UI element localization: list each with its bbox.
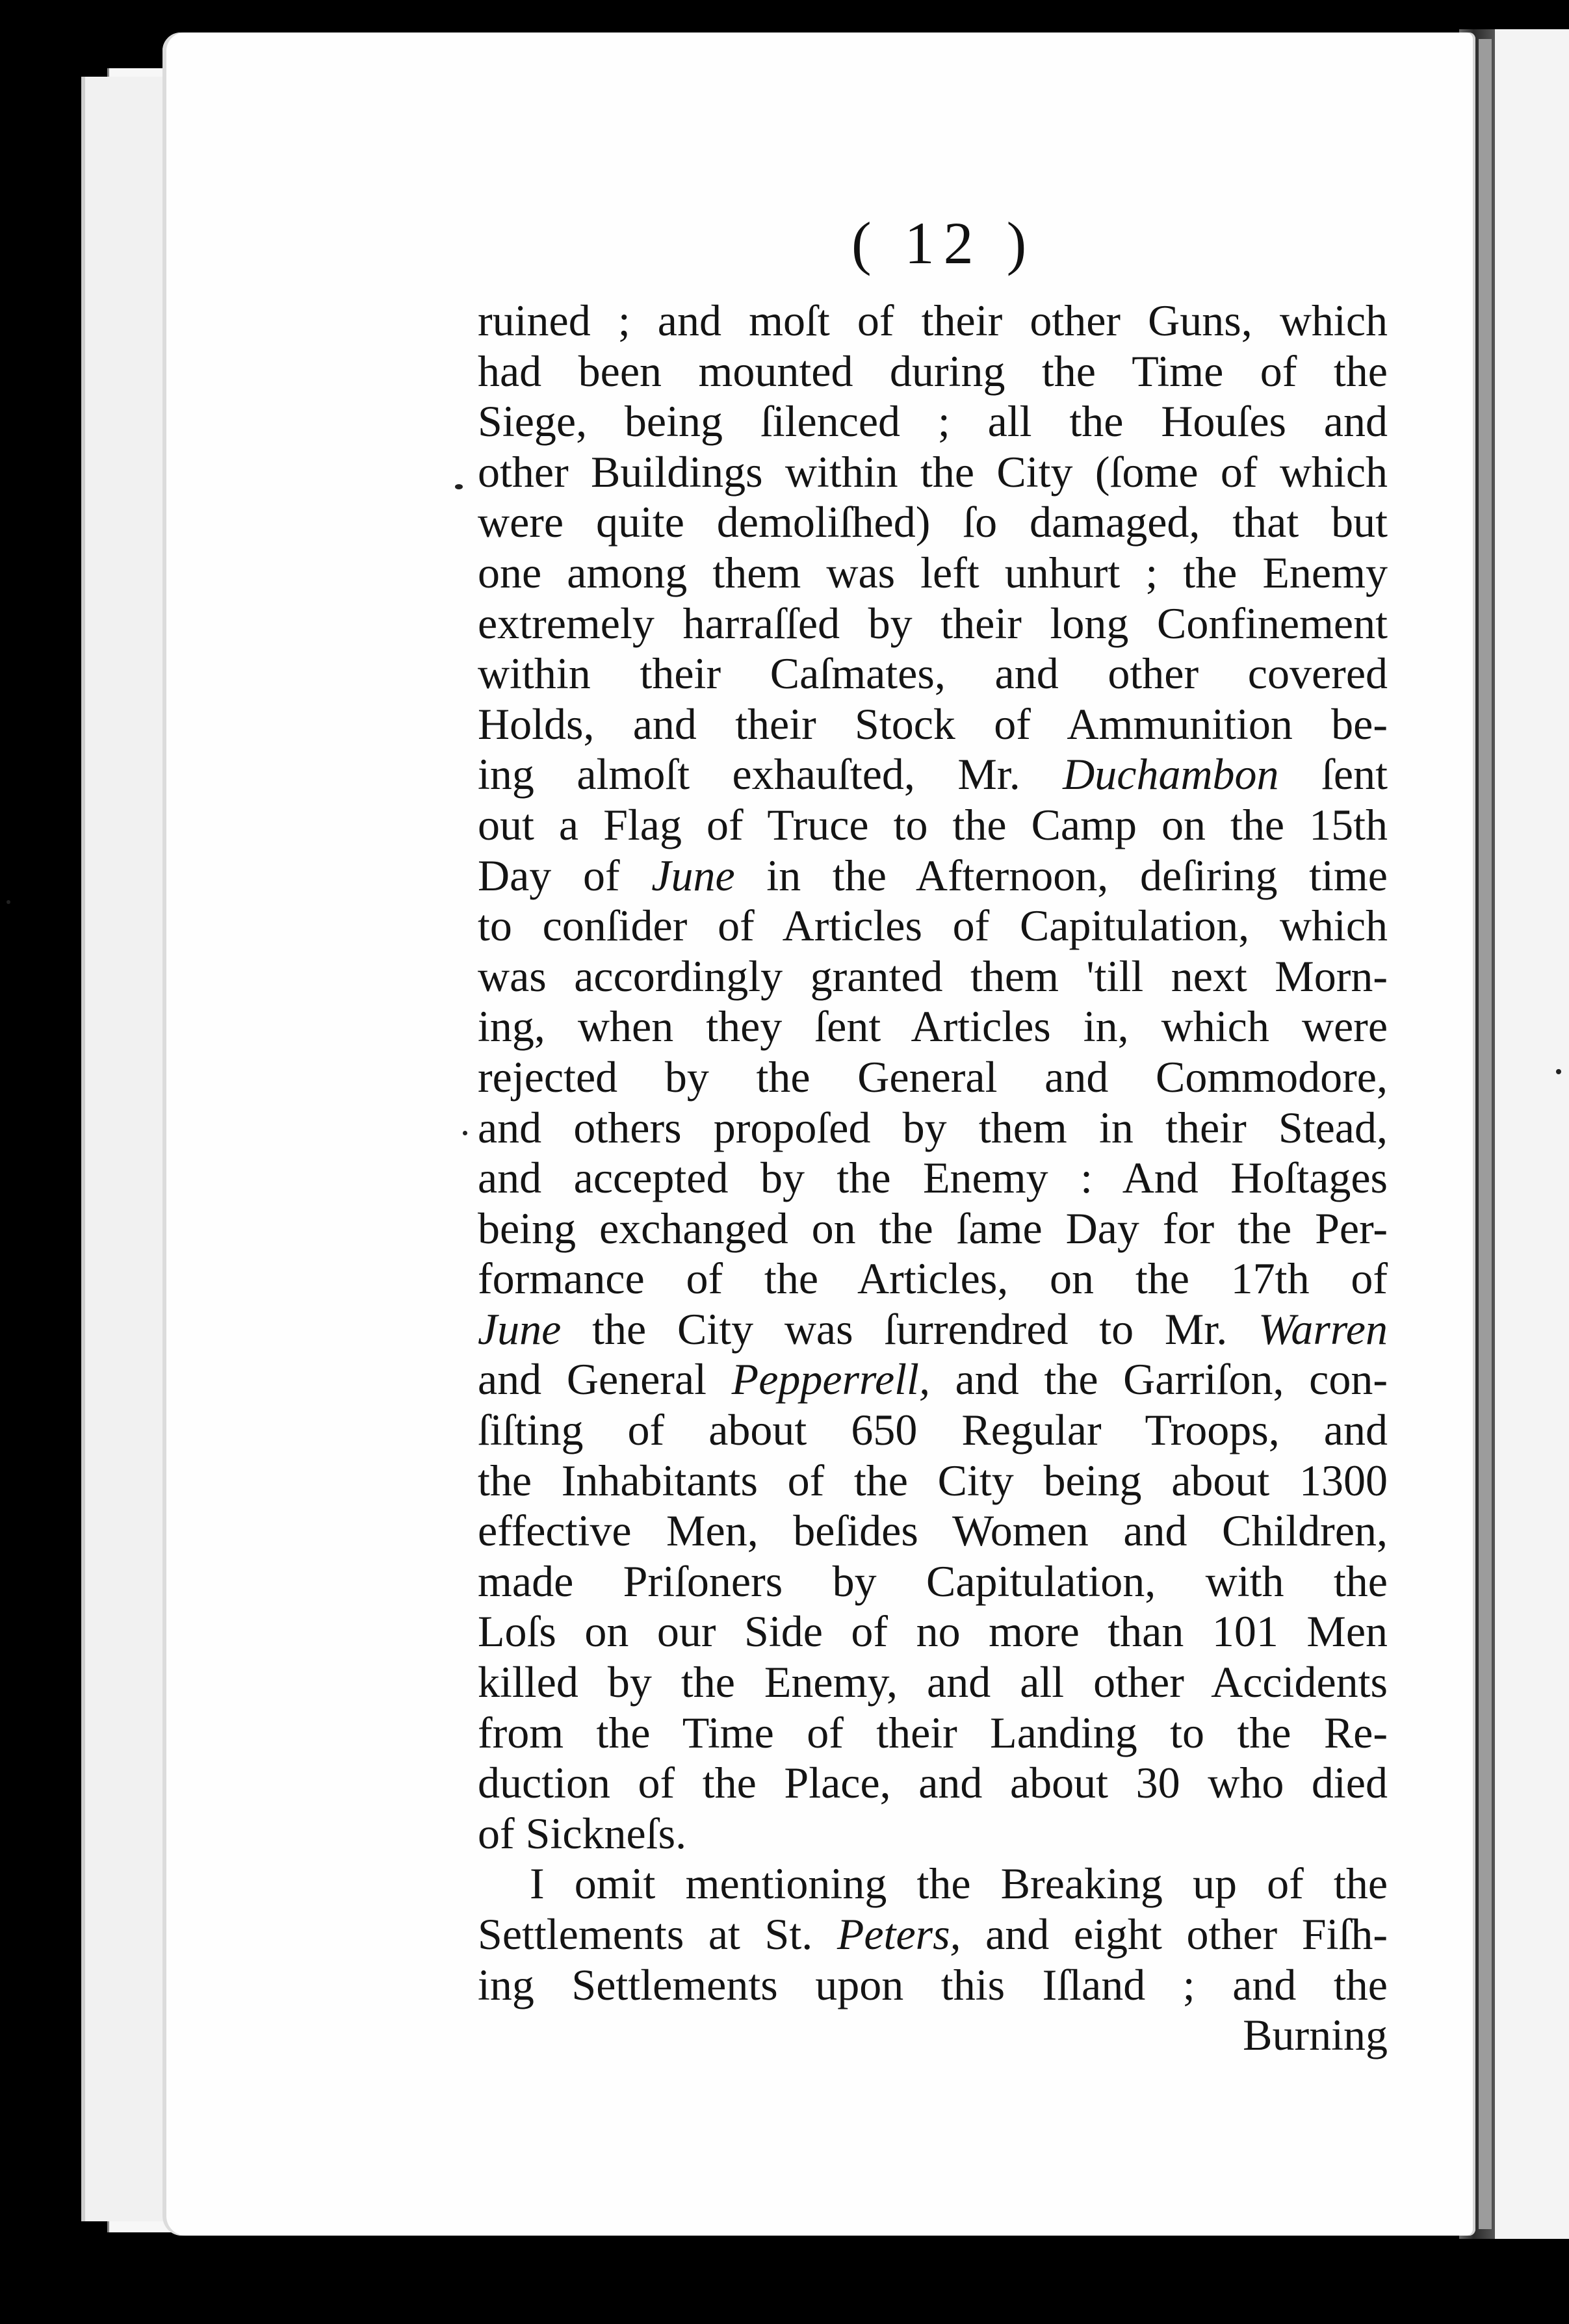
line-text: I omit mentioning the Breaking up of the (530, 1859, 1388, 1909)
text-line (478, 1052, 1388, 1103)
ink-speck (6, 900, 10, 904)
line-text: from the Time of their Landing to the Re- (478, 1707, 1388, 1757)
line-text: ing almoſt exhauſted, Mr. (478, 749, 1063, 799)
ink-speck (455, 484, 463, 489)
line-text: in the Afternoon, deſiring time (734, 850, 1388, 900)
facing-page-edge (1495, 29, 1569, 2239)
line-text: and others propoſed by them in their Stead, (478, 1102, 1388, 1152)
text-line (478, 1103, 1388, 1154)
line-text: and General (478, 1354, 732, 1404)
text-line (478, 800, 1388, 851)
line-text: effective Men, beſides Women and Children, (478, 1506, 1388, 1556)
text-line (478, 1254, 1388, 1304)
italic-text: Peters, (836, 1909, 961, 1959)
text-line (478, 1859, 1388, 1909)
text-line (478, 1304, 1388, 1355)
line-text: of Sickneſs. (478, 1808, 687, 1858)
line-text: killed by the Enemy, and all other Accidents (478, 1657, 1388, 1707)
text-line (478, 548, 1388, 599)
line-text: out a Flag of Truce to the Camp on the 15th (478, 799, 1388, 849)
body-text (478, 296, 1388, 2061)
line-text: formance of the Articles, on the 17th of (478, 1254, 1388, 1304)
text-line (478, 649, 1388, 699)
text-line (478, 1909, 1388, 1960)
text-line (478, 1506, 1388, 1556)
line-text: ing Settlements upon this Iſland ; and the (478, 1959, 1388, 2009)
text-line (478, 1809, 1388, 1859)
text-line (478, 396, 1388, 447)
line-text: ing, when they ſent Articles in, which were (478, 1001, 1388, 1052)
text-line (478, 1204, 1388, 1254)
line-text: other Buildings within the City (ſome of which (478, 446, 1388, 497)
line-text: made Priſoners by Capitulation, with the (478, 1556, 1388, 1606)
text-line (478, 1405, 1388, 1456)
text-line (478, 1556, 1388, 1607)
line-text: had been mounted during the Time of the (478, 346, 1388, 396)
line-text: and eight other Fiſh- (961, 1909, 1388, 1959)
line-text: and accepted by the Enemy : And Hoſtages (478, 1153, 1388, 1203)
ink-speck (1556, 1069, 1561, 1074)
line-text: ſent (1278, 749, 1388, 799)
line-text: Burning (1243, 2010, 1388, 2060)
line-text: Holds, and their Stock of Ammunition be- (478, 699, 1388, 749)
text-line (478, 699, 1388, 750)
text-line (478, 901, 1388, 951)
italic-text: Duchambon (1063, 749, 1279, 799)
line-text: ſiſting of about 650 Regular Troops, and (478, 1405, 1388, 1455)
text-line (478, 599, 1388, 649)
italic-text: June (651, 850, 735, 900)
line-text: ruined ; and moſt of their other Guns, which (478, 296, 1388, 345)
line-text: one among them was left unhurt ; the Enemy (478, 547, 1388, 597)
text-line (478, 1708, 1388, 1759)
line-text: duction of the Place, and about 30 who died (478, 1758, 1388, 1808)
text-line (478, 497, 1388, 548)
text-line (478, 296, 1388, 346)
line-text: being exchanged on the ſame Day for the Per- (478, 1203, 1388, 1253)
italic-text: Pepperrell, (731, 1354, 930, 1404)
line-text: the Inhabitants of the City being about 1300 (478, 1455, 1388, 1505)
page-edge-shadow (1479, 39, 1492, 2229)
text-line (478, 1001, 1388, 1052)
text-line (478, 2010, 1388, 2061)
text-line (478, 1607, 1388, 1657)
line-text: was accordingly granted them 'till next Morn- (478, 951, 1388, 1001)
line-text: were quite demoliſhed) ſo damaged, that but (478, 497, 1388, 547)
line-text: rejected by the General and Commodore, (478, 1052, 1388, 1102)
text-line (478, 1354, 1388, 1405)
text-line (478, 1657, 1388, 1708)
text-line (478, 346, 1388, 397)
line-text: and the Garriſon, con- (929, 1354, 1388, 1404)
italic-text: June (478, 1304, 562, 1354)
text-line (478, 1960, 1388, 2011)
text-line (478, 749, 1388, 800)
ink-speck (463, 1131, 467, 1135)
line-text: Settlements at St. (478, 1909, 837, 1959)
text-line (478, 1153, 1388, 1204)
line-text: the City was ſurrendred to Mr. (561, 1304, 1258, 1354)
text-line (478, 447, 1388, 498)
line-text: Loſs on our Side of no more than 101 Men (478, 1607, 1388, 1657)
line-text: Siege, being ſilenced ; all the Houſes and (478, 396, 1388, 446)
text-line (478, 1758, 1388, 1809)
line-text: to conſider of Articles of Capitulation, which (478, 901, 1388, 951)
page-number: ( 12 ) (851, 210, 1036, 276)
text-line (478, 851, 1388, 901)
line-text: Day of (478, 850, 652, 900)
line-text: within their Caſmates, and other covered (478, 649, 1388, 699)
italic-text: Warren (1258, 1304, 1388, 1354)
text-line (478, 1456, 1388, 1506)
line-text: extremely harraſſed by their long Confinement (478, 598, 1388, 648)
text-line (478, 951, 1388, 1002)
